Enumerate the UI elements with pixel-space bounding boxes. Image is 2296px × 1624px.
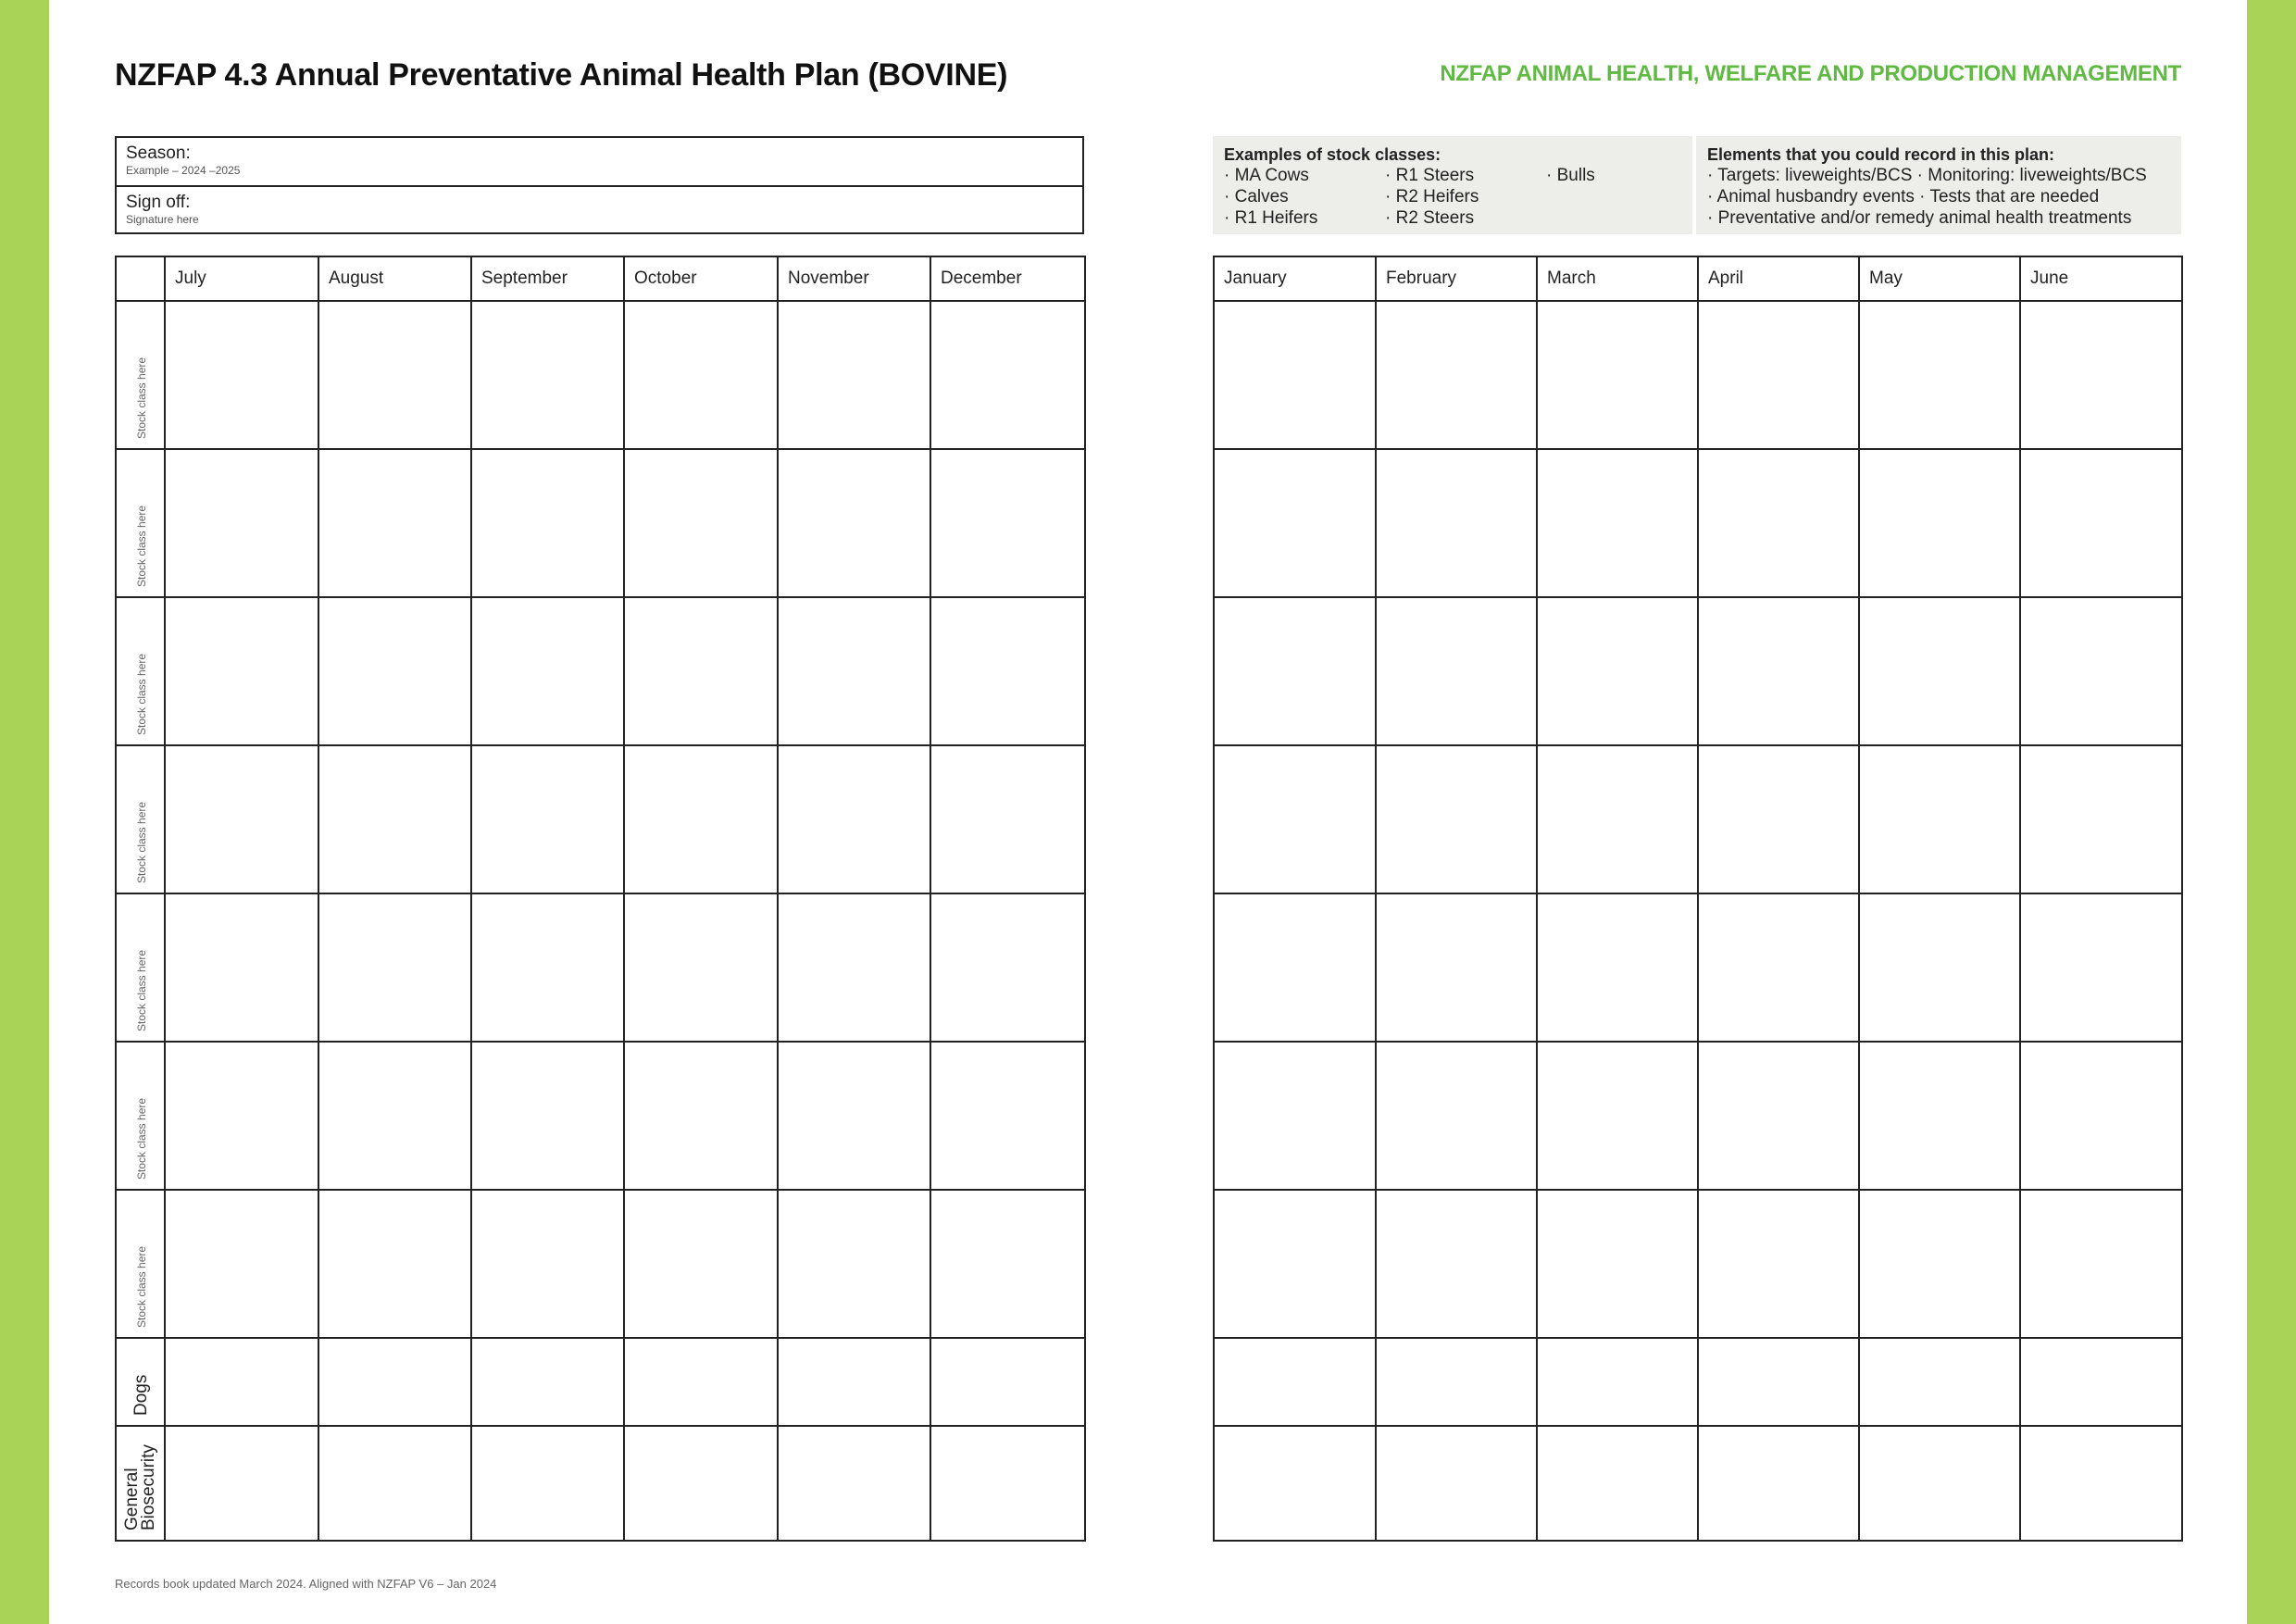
row-label-text: Dogs [131,1374,151,1416]
plan-cell[interactable] [624,1338,778,1426]
plan-cell[interactable] [930,1042,1085,1190]
plan-cell[interactable] [2020,1042,2182,1190]
sign-off-field[interactable] [117,185,1082,232]
plan-cell[interactable] [624,301,778,449]
stock-example-item: · Calves [1224,187,1289,206]
plan-cell[interactable] [1698,301,1859,449]
plan-cell[interactable] [1859,449,2020,597]
month-header: October [624,256,778,301]
plan-cell[interactable] [2020,597,2182,745]
plan-cell[interactable] [930,745,1085,893]
plan-cell[interactable] [2020,449,2182,597]
plan-cell[interactable] [624,449,778,597]
plan-cell[interactable] [1859,1338,2020,1426]
season-field[interactable] [117,138,1082,185]
plan-cell[interactable] [1537,893,1698,1042]
plan-cell[interactable] [1214,1042,1376,1190]
plan-cell[interactable] [471,449,624,597]
plan-cell[interactable] [1698,1338,1859,1426]
plan-cell[interactable] [2020,745,2182,893]
month-header: July [165,256,318,301]
stock-example-item: · Bulls [1546,166,1595,185]
row-label-corner [116,256,165,301]
right-brand-band [2247,0,2296,1624]
stock-examples-list [1224,165,1681,229]
row-label-cell[interactable] [116,745,165,893]
season-label: Season: [126,144,191,163]
month-header: January [1214,256,1376,301]
row-label-cell[interactable] [116,1338,165,1426]
plan-cell[interactable] [778,1042,930,1190]
stock-example-item: · R1 Heifers [1224,208,1318,228]
plan-cell[interactable] [318,1190,471,1338]
row-label-text: Stock class here [134,801,148,883]
plan-cell[interactable] [471,301,624,449]
plan-cell[interactable] [165,1190,318,1338]
plan-cell[interactable] [1859,1190,2020,1338]
month-header-row [116,256,1085,301]
plan-cell[interactable] [930,449,1085,597]
plan-cell[interactable] [1537,745,1698,893]
plan-cell[interactable] [1214,1338,1376,1426]
plan-cell[interactable] [165,1042,318,1190]
calendar-row [116,1190,1085,1338]
calendar-row [1214,1426,2182,1541]
plan-cell[interactable] [318,301,471,449]
calendar-row [1214,1190,2182,1338]
sign-off-label: Sign off: [126,193,191,212]
plan-elements-box [1696,136,2181,234]
plan-cell[interactable] [1376,449,1537,597]
month-header: May [1859,256,2020,301]
plan-cell[interactable] [165,745,318,893]
calendar-row [116,1042,1085,1190]
plan-cell[interactable] [1376,745,1537,893]
plan-cell[interactable] [1376,301,1537,449]
plan-element-line: · Preventative and/or remedy animal health treatments [1707,208,2132,228]
plan-cell[interactable] [2020,1426,2182,1541]
row-label-cell[interactable] [116,301,165,449]
plan-cell[interactable] [2020,1190,2182,1338]
plan-elements-heading: Elements that you could record in this plan: [1707,145,2055,164]
stock-example-item: · R2 Steers [1385,208,1475,228]
plan-cell[interactable] [1376,893,1537,1042]
plan-cell[interactable] [624,1190,778,1338]
plan-cell[interactable] [624,745,778,893]
calendar-row [1214,449,2182,597]
plan-cell[interactable] [471,745,624,893]
plan-cell[interactable] [1698,1042,1859,1190]
plan-cell[interactable] [778,597,930,745]
calendar-row [116,893,1085,1042]
plan-cell[interactable] [930,1426,1085,1541]
plan-cell[interactable] [318,1338,471,1426]
month-header: December [930,256,1085,301]
row-label-text: Stock class here [134,356,148,439]
plan-cell[interactable] [930,1190,1085,1338]
plan-cell[interactable] [1698,745,1859,893]
row-label-cell[interactable] [116,597,165,745]
row-label-text: General Biosecurity [121,1444,158,1530]
plan-cell[interactable] [1537,1426,1698,1541]
plan-cell[interactable] [1376,1190,1537,1338]
plan-cell[interactable] [1537,1042,1698,1190]
plan-cell[interactable] [165,1426,318,1541]
plan-cell[interactable] [1698,1426,1859,1541]
stock-example-item: · R2 Heifers [1385,187,1479,206]
info-panel [1213,136,2181,234]
calendar-row [116,1338,1085,1426]
plan-cell[interactable] [624,597,778,745]
plan-cell[interactable] [1214,893,1376,1042]
season-hint: Example – 2024 –2025 [126,164,241,177]
plan-cell[interactable] [624,893,778,1042]
calendar-january-june [1213,256,2183,1542]
calendar-body [116,301,1085,1541]
plan-cell[interactable] [778,893,930,1042]
plan-cell[interactable] [1376,1426,1537,1541]
plan-element-line: · Targets: liveweights/BCS · Monitoring: liveweights/BCS [1707,166,2147,185]
plan-cell[interactable] [778,1426,930,1541]
month-header: February [1376,256,1537,301]
calendar-row [116,301,1085,449]
plan-cell[interactable] [471,1426,624,1541]
row-label-text: Stock class here [134,1245,148,1328]
page-title: NZFAP 4.3 Annual Preventative Animal Health Plan (BOVINE) [115,57,1008,93]
row-label-text: Stock class here [134,949,148,1031]
calendar-july-december [115,256,1086,1542]
plan-cell[interactable] [1537,301,1698,449]
calendar-row [116,1426,1085,1541]
plan-cell[interactable] [1376,597,1537,745]
plan-cell[interactable] [1698,597,1859,745]
plan-cell[interactable] [1214,1426,1376,1541]
sign-off-hint: Signature here [126,213,199,226]
month-header: September [471,256,624,301]
plan-cell[interactable] [778,449,930,597]
plan-cell[interactable] [165,449,318,597]
plan-cell[interactable] [165,893,318,1042]
plan-cell[interactable] [1214,1190,1376,1338]
plan-cell[interactable] [778,301,930,449]
plan-cell[interactable] [930,1338,1085,1426]
calendar-row [1214,597,2182,745]
plan-cell[interactable] [2020,301,2182,449]
plan-cell[interactable] [471,1190,624,1338]
plan-cell[interactable] [471,597,624,745]
calendar-row [1214,301,2182,449]
month-header-row [1214,256,2182,301]
month-header: March [1537,256,1698,301]
plan-cell[interactable] [1698,893,1859,1042]
stock-example-item: · R1 Steers [1385,166,1475,185]
plan-cell[interactable] [1214,745,1376,893]
plan-cell[interactable] [930,301,1085,449]
row-label-text: Stock class here [134,505,148,587]
calendar-body [1214,301,2182,1541]
row-label-cell[interactable] [116,893,165,1042]
plan-cell[interactable] [1537,597,1698,745]
plan-cell[interactable] [1859,597,2020,745]
plan-cell[interactable] [318,893,471,1042]
plan-cell[interactable] [165,597,318,745]
plan-cell[interactable] [165,1338,318,1426]
month-header: April [1698,256,1859,301]
month-header: August [318,256,471,301]
calendar-row [1214,1042,2182,1190]
calendar-row [116,597,1085,745]
plan-cell[interactable] [318,597,471,745]
plan-cell[interactable] [1214,301,1376,449]
month-header: June [2020,256,2182,301]
plan-cell[interactable] [1859,301,2020,449]
row-label-cell[interactable] [116,1426,165,1541]
plan-cell[interactable] [1859,1426,2020,1541]
row-label-cell[interactable] [116,1190,165,1338]
plan-cell[interactable] [1698,1190,1859,1338]
plan-cell[interactable] [2020,893,2182,1042]
plan-cell[interactable] [1214,449,1376,597]
plan-cell[interactable] [471,893,624,1042]
plan-cell[interactable] [471,1338,624,1426]
stock-examples-heading: Examples of stock classes: [1224,145,1441,164]
row-label-cell[interactable] [116,1042,165,1190]
calendar-row [1214,745,2182,893]
season-signoff-box [115,136,1084,234]
plan-cell[interactable] [1214,597,1376,745]
plan-cell[interactable] [624,1426,778,1541]
plan-cell[interactable] [318,745,471,893]
plan-cell[interactable] [778,1190,930,1338]
footer-note: Records book updated March 2024. Aligned with NZFAP V6 – Jan 2024 [115,1577,497,1591]
plan-cell[interactable] [778,745,930,893]
plan-cell[interactable] [930,597,1085,745]
plan-cell[interactable] [165,301,318,449]
row-label-cell[interactable] [116,449,165,597]
plan-cell[interactable] [1698,449,1859,597]
plan-cell[interactable] [1376,1338,1537,1426]
plan-cell[interactable] [1376,1042,1537,1190]
stock-example-item [1546,207,1685,229]
plan-cell[interactable] [930,893,1085,1042]
plan-element-line: · Animal husbandry events · Tests that are needed [1707,187,2100,206]
plan-cell[interactable] [1537,1190,1698,1338]
plan-cell[interactable] [1859,1042,2020,1190]
plan-cell[interactable] [1537,449,1698,597]
calendar-row [1214,893,2182,1042]
stock-example-item: · MA Cows [1224,166,1309,185]
plan-cell[interactable] [778,1338,930,1426]
stock-class-examples [1213,136,1692,234]
calendar-row [116,449,1085,597]
calendar-row [1214,1338,2182,1426]
left-brand-band [0,0,49,1624]
plan-cell[interactable] [2020,1338,2182,1426]
plan-cell[interactable] [318,1042,471,1190]
stock-example-item [1546,186,1685,207]
section-header-tag: NZFAP ANIMAL HEALTH, WELFARE AND PRODUCTION MANAGEMENT [1440,61,2181,86]
month-header: November [778,256,930,301]
calendar-row [116,745,1085,893]
plan-cell[interactable] [1537,1338,1698,1426]
plan-cell[interactable] [318,449,471,597]
plan-cell[interactable] [624,1042,778,1190]
plan-cell[interactable] [1859,893,2020,1042]
row-label-text: Stock class here [134,1097,148,1180]
plan-cell[interactable] [1859,745,2020,893]
plan-cell[interactable] [471,1042,624,1190]
plan-cell[interactable] [318,1426,471,1541]
row-label-text: Stock class here [134,653,148,735]
